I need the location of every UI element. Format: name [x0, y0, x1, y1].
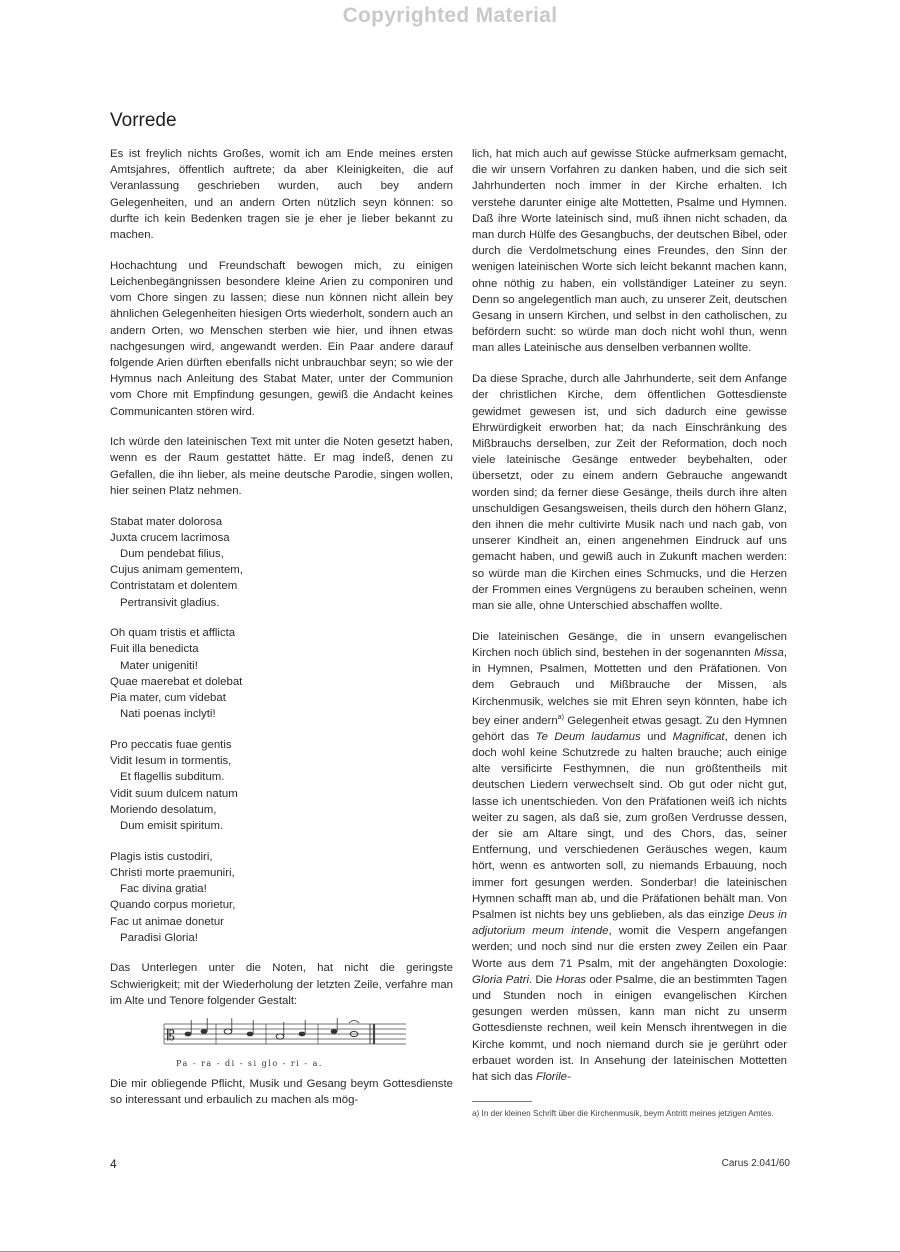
text-run: Die lateinischen Gesänge, die in unsern evangelischen Kirchen noch üblich sind, bestehen in der sogenannten: [472, 630, 787, 659]
music-staff-graphic: [156, 1018, 406, 1058]
italic-term: Magnificat: [672, 730, 725, 743]
paragraph: Ich würde den lateinischen Text mit unter die Noten gesetzt haben, wenn es der Raum gestattet hätte. Er mag indeß, denen zu Gefallen, die ihn lieber, als meine deutsche Parodie, singen wollen, hier seinen Platz nehmen.: [110, 436, 453, 497]
music-lyric: Pa - ra - di - si glo - ri - a.: [176, 1058, 323, 1068]
latin-stanza-3: [110, 737, 453, 834]
verse-line: Moriendo desolatum,: [110, 803, 217, 816]
verse-line: Dum pendebat filius,: [120, 547, 224, 560]
verse-line: Christi morte praemuniri,: [110, 866, 235, 879]
verse-line: Nati poenas inclyti!: [120, 708, 216, 721]
verse-line: Dum emisit spiritum.: [120, 820, 224, 833]
verse-line: Quae maerebat et dolebat: [110, 675, 243, 688]
verse-line: Paradisi Gloria!: [120, 931, 198, 944]
catalog-number: Carus 2.041/60: [721, 1158, 790, 1169]
verse-line: Pia mater, cum videbat: [110, 692, 226, 705]
verse-line: Quando corpus morietur,: [110, 899, 236, 912]
verse-line: Stabat mater dolorosa: [110, 515, 223, 528]
paragraph: Da diese Sprache, durch alle Jahrhunderte, seit dem Anfange der christlichen Kirche, dem öffentlichen Gottesdienste gewidmet gewesen ist, und sich dadurch eine gewisse Ehrwürdigkeit erworben hat; da nach Einschränkung des Mißbrauchs derselben, zur Zeit der Reformation, doch noch viele lateinische Gesänge entweder beybehalten, oder übersetzt, oder zu einem andern Gebrauche angewandt worden sind; da ferner diese Gesänge, theils durch ihre alten unschuldigen Gesangsweisen, theils durch den höhern Glanz, den ihnen die mehr cultivirte Musik nach und nach gab, von unserer Kindheit an, einen angenehmen Eindruck auf uns gemacht haben, und gewiß auch in Zukunft machen werden: so würde man die Kirchen eines Schmucks, und die Herzen der Frommen eines Vergnügens zu berauben scheinen, wenn man sie alle, ohne Unterschied abschaffen wollte.: [472, 373, 787, 612]
verse-line: Oh quam tristis et afflicta: [110, 627, 236, 640]
verse-line: Plagis istis custodiri,: [110, 850, 213, 863]
verse-line: Contristatam et dolentem: [110, 580, 238, 593]
svg-text:𝄡: 𝄡: [167, 1027, 175, 1044]
latin-stanza-2: [110, 625, 453, 722]
paragraph: [472, 629, 787, 1085]
verse-line: Mater unigeniti!: [120, 659, 198, 672]
verse-line: Fac ut animae donetur: [110, 915, 224, 928]
text-run: , denen ich doch wohl keine Schutzrede zu halten brauche; auch einige alte versificirte Festhymnen, die nun größtentheils mit deutschen Liedern verwechselt sind. Ob gut oder nicht gut, lasse ich unentschieden. Von den Präfationen weiß ich nichts weiter zu sagen, als daß sie, zum großen Verdrusse dessen, der sie am Altare singt, und des Chors, das, seiner Entfernung, und verschiedenen Geräusches wegen, kaum hört, wenn es antworten soll, zu niemands Erbauung, noch immer fort gesungen werden. Sonderbar! die lateinischen Hymnen schafft man ab, und die Präfationen behält man. Von Psalmen ist nichts bey uns geblieben, als das einzige: [472, 730, 787, 921]
right-column: [472, 146, 787, 1100]
footnote: a) In der kleinen Schrift über die Kirchenmusik, beym Antritt meines jetzigen Amtes.: [472, 1109, 774, 1118]
verse-line: Fac divina gratia!: [120, 883, 207, 896]
left-column: [110, 146, 453, 1122]
italic-term: Florile-: [535, 1070, 571, 1083]
italic-term: Horas: [555, 973, 587, 986]
latin-stanza-4: [110, 849, 453, 946]
text-run: . Die: [529, 973, 556, 986]
verse-line: Cujus animam gementem,: [110, 564, 243, 577]
page-number: 4: [110, 1157, 117, 1171]
verse-line: Vidit suum dulcem natum: [110, 787, 238, 800]
footnote-marker: a): [557, 713, 564, 721]
copyright-watermark: Copyrighted Material: [342, 4, 558, 27]
paragraph: Es ist freylich nichts Großes, womit ich am Ende meines ersten Amtsjahres, öffentlich auftrete; da aber Kleinigkeiten, die auf Veranlassung geschrieben wurden, auch bey andern Gelegenheiten, und an andern Orten nützlich seyn können: so durfte ich kein Bedenken tragen sie je eher je lieber bekannt zu machen.: [110, 148, 453, 242]
italic-term: Deus in adjutorium meum intende: [472, 908, 787, 938]
verse-line: Vidit Iesum in tormentis,: [110, 755, 232, 768]
text-run: Gelegenheit etwas gesagt. Zu den Hymnen gehört das: [472, 714, 787, 743]
verse-line: Juxta crucem lacrimosa: [110, 531, 230, 544]
paragraph: Das Unterlegen unter die Noten, hat nicht die geringste Schwierigkeit; mit der Wiederholung der letzten Zeile, verfahre man im Alte und Tenore folgender Gestalt:: [110, 962, 453, 1007]
paragraph: Hochachtung und Freundschaft bewogen mich, zu einigen Leichenbegängnissen besondere kleine Arien zu componiren und vom Chore singen zu lassen; diese nun können nicht allein bey ähnlichen Gelegenheiten hiesigen Orts wiederholt, sondern auch an andern Orten, wo Menschen sterben wie hier, und ihnen etwas nachgesungen wird, angewandt werden. Ein Paar andere darauf folgende Arien dürften ebenfalls nicht unbrauchbar seyn; so wie der Hymnus nach Anleitung des Stabat Mater, unter der Communion vom Chore mit Empfindung gesungen, gewiß die Andacht keines Communicanten stören wird.: [110, 259, 453, 418]
footnote-divider: [472, 1101, 532, 1102]
italic-term: Te Deum laudamus: [535, 730, 641, 743]
paragraph: lich, hat mich auch auf gewisse Stücke aufmerksam gemacht, die wir unsern Vorfahren zu danken haben, und die sich seit Jahrhunderten noch immer in der Kirche erhalten. Ich verstehe darunter einige alte Mottetten, Psalme und Hymnen. Daß ihre Worte lateinisch sind, muß ihnen nicht schaden, da man durch Hülfe des Gesangbuchs, der deutschen Bibel, oder durch die Verdolmetschung eines Freundes, den Sinn der wenigen lateinischen Worte sich leicht bekannt machen kann, ohne nöthig zu haben, ein vollständiger Lateiner zu seyn. Denn so angelegentlich man auch, zu unserer Zeit, deutschen Gesang in unsern Kirchen, und selbst in den catholischen, zu befördern sucht: so würde man doch nicht wohl thun, wenn man alles Lateinische aus denselben verbannen wollte.: [472, 148, 787, 355]
text-run: und: [640, 730, 673, 743]
verse-line: Pertransivit gladius.: [120, 596, 220, 609]
italic-term: Missa: [754, 646, 784, 659]
italic-term: Gloria Patri: [472, 973, 530, 986]
verse-line: Pro peccatis fuae gentis: [110, 739, 232, 751]
verse-line: Et flagellis subditum.: [120, 771, 225, 784]
music-example: [156, 1018, 406, 1068]
latin-stanza-1: [110, 514, 453, 611]
verse-line: Fuit illa benedicta: [110, 643, 199, 656]
text-run: , in Hymnen, Psalmen, Mottetten und den Präfationen. Von dem Gebrauch und Mißbrauche der Missen, als Kirchenmusik, welches sie mit Ehren seyn könnten, habe ich bey einer andern: [472, 646, 787, 727]
text-run: oder Psalme, die an bestimmten Tagen und Stunden noch in einigen evangelischen Kirchen gesungen werden müssen, kann man nicht zu unserm Gottesdienste rechnen, weil kein Mensch ihrentwegen in die Kirche kommt, und noch niemand durch sie je gerührt oder erbauet worden ist. In Ansehung der lateinischen Mottetten hat sich das: [472, 973, 787, 1083]
paragraph: Die mir obliegende Pflicht, Musik und Gesang beym Gottesdienste so interessant und erbaulich zu machen als mög-: [110, 1077, 453, 1106]
page-title: Vorrede: [110, 110, 177, 131]
text-run: , womit die Vespern angefangen werden; und noch sind nur die ersten zwey Zeilen ein Paar Worte aus dem 71 Psalm, mit der angehängten Doxologie:: [472, 925, 787, 970]
